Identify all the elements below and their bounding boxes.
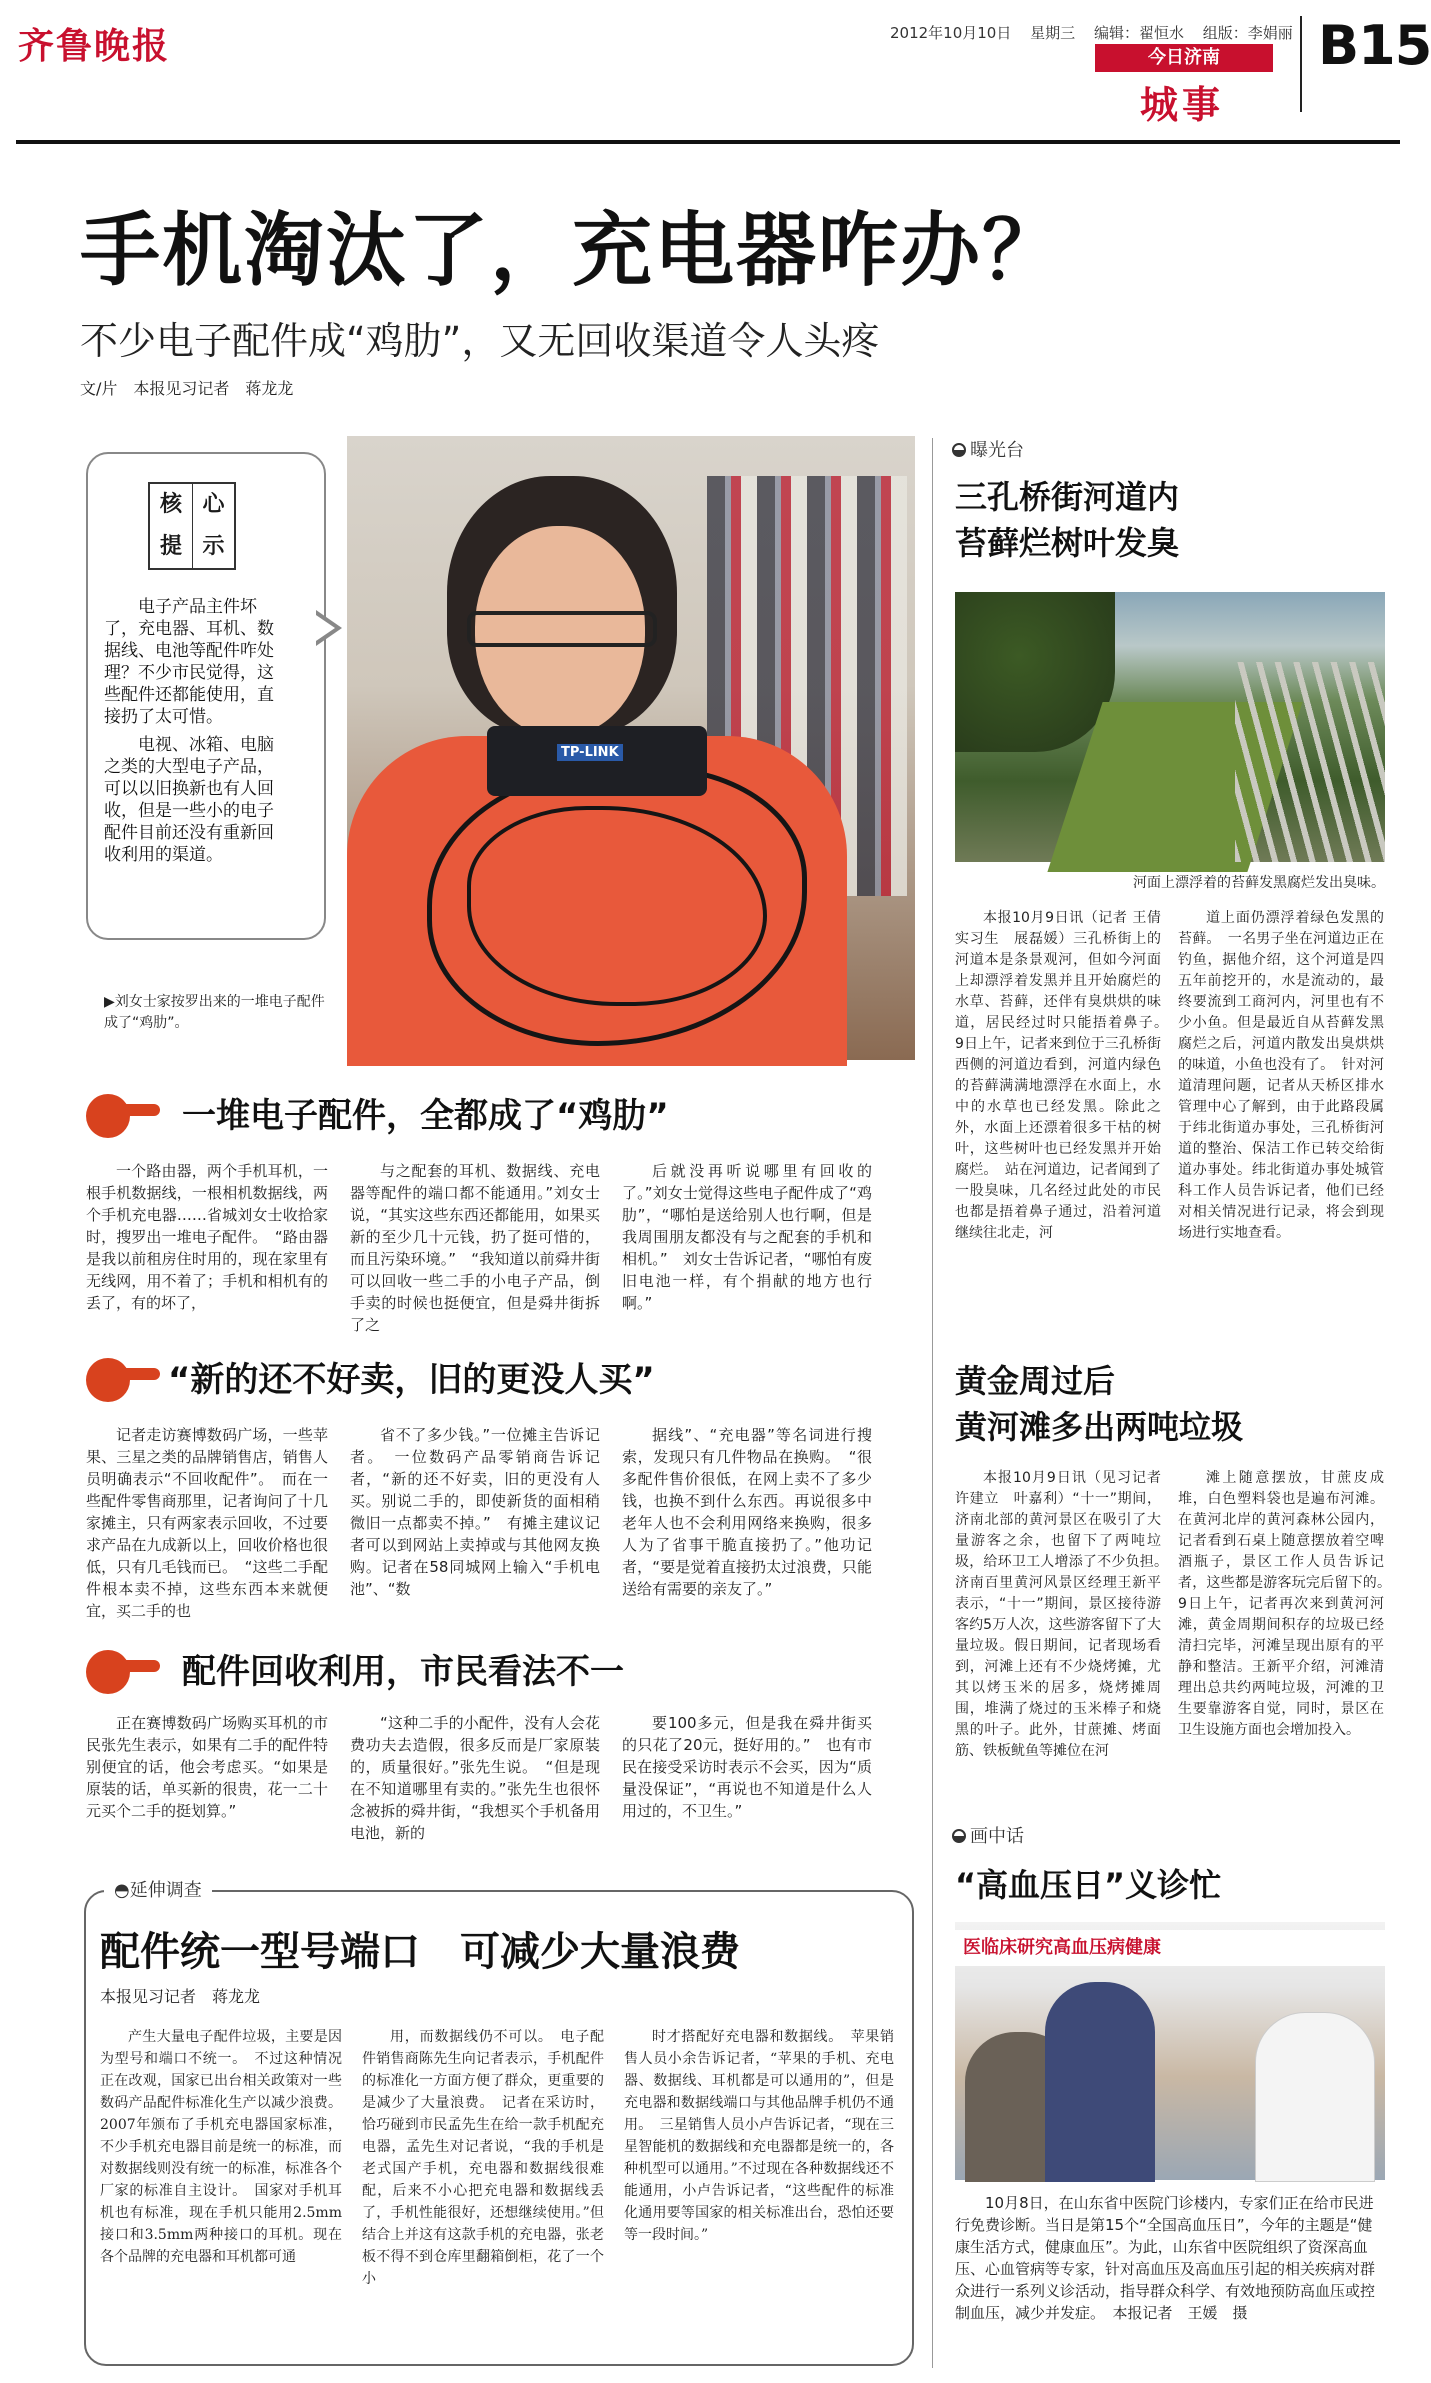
- story1-title: [955, 474, 1179, 566]
- key-points-title: [148, 482, 236, 570]
- clinic-photo: [955, 1922, 1385, 2180]
- extension-col1: [100, 2026, 342, 2268]
- trees-shape: [955, 592, 1115, 752]
- story3-tag: [952, 1822, 1024, 1848]
- masthead-divider: [1300, 16, 1302, 112]
- body-paragraph: 时才搭配好充电器和数据线。 苹果销售人员小余告诉记者，“苹果的手机、充电器、数据线、耳机都是可以通用的”，但是充电器和数据线端口与其他品牌手机仍不通用。 三星销售人员小卢告诉记者，“现在三星智能机的数据线和充电器都是统一的，各种机型可以通用。”不过现在各种数据线还不能通用，小卢告诉记者，“这些配件的标准化通用要等国家的相关标准出台，恐怕还要等一段时间。”: [624, 2029, 894, 2243]
- body-paragraph: 滩上随意摆放，甘蔗皮成堆，白色塑料袋也是遍布河滩。在黄河北岸的黄河森林公园内，记者看到石桌上随意摆放着空啤酒瓶子，景区工作人员告诉记者，这些都是游客玩完后留下的。 9日上午，记者再次来到黄河河滩，黄金周期间积存的垃圾已经清扫完毕，河滩呈现出原有的平静和整洁。王新平介绍，河滩清理出总共约两吨垃圾，河滩的卫生要靠游客自觉，同时，景区在卫生设施方面也会增加投入。: [1178, 1470, 1398, 1738]
- issue-editor: 编辑：翟恒水: [1093, 24, 1184, 42]
- pointing-hand-icon: [86, 1354, 158, 1400]
- page-number: B15: [1318, 14, 1431, 77]
- issue-weekday: 星期三: [1030, 24, 1076, 42]
- globe-icon: ◓: [114, 1880, 130, 1901]
- story1-title-line: 三孔桥街河道内: [955, 478, 1180, 516]
- issue-date: 2012年10月10日: [890, 24, 1012, 42]
- body-paragraph: “这种二手的小配件，没有人会花费功夫去造假，很多反而是厂家原装的，质量很好。”张先生说。 “但是现在不知道哪里有卖的。”张先生也很怀念被拆的舜井街，“我想买个手机备用电池，新的: [350, 1714, 600, 1842]
- top-rule: [16, 140, 1400, 144]
- globe-icon: [952, 1829, 966, 1843]
- section1-col2: [350, 1160, 600, 1336]
- callout-pointer-inner: [313, 613, 335, 643]
- section-name: 城事: [1140, 83, 1225, 127]
- body-paragraph: 道上面仍漂浮着绿色发黑的苔藓。 一名男子坐在河道边正在钓鱼，据他介绍，这个河道是四五年前挖开的，水是流动的，最终要流到工商河内，河里也有不少小鱼。但是最近自从苔藓发黑腐烂之后，河道内散发出臭烘烘的味道，小鱼也没有了。 针对河道清理问题，记者从天桥区排水管理中心了解到，由于此路段属于纬北街道办事处，三孔桥街河道的整治、保洁工作已转交给街道办事处。纬北街道办事处城管科工作人员告诉记者，他们已经对相关情况进行记录，将会到现场进行实地查看。: [1178, 910, 1384, 1241]
- key-points-text: [104, 596, 284, 872]
- newspaper-logo: 齐鲁晚报: [18, 25, 171, 67]
- main-headline: 手机淘汰了，充电器咋办？: [80, 204, 1064, 297]
- story2-title-line: 黄金周过后: [955, 1362, 1116, 1400]
- body-paragraph: 省不了多少钱。”一位摊主告诉记者。 一位数码产品零销商告诉记者，“新的还不好卖，旧的更没有人买。别说二手的，即使新货的面相稍微旧一点都卖不掉。” 有摊主建议记者可以到网站上卖掉或与其他网友换购。记者在58同城网上输入“手机电池”、“数: [350, 1426, 600, 1598]
- body-paragraph: 记者走访赛博数码广场，一些苹果、三星之类的品牌销售店，销售人员明确表示“不回收配件”。 而在一些配件零售商那里，记者询问了十几家摊主，只有两家表示回收，不过要求产品在九成新以上，回收价格也很低，只有几毛钱而已。 “这些二手配件根本卖不掉，这些东西本来就便宜，买二手的也: [86, 1426, 328, 1620]
- router-label: TP-LINK: [557, 744, 623, 761]
- byline: 文/片 本报见习记者 蒋龙龙: [80, 379, 294, 398]
- body-paragraph: 用，而数据线仍不可以。 电子配件销售商陈先生向记者表示，手机配件的标准化一方面方便了群众，更重要的是减少了大量浪费。 记者在采访时，恰巧碰到市民孟先生在给一款手机配充电器，孟先生对记者说，“我的手机是老式国产手机，充电器和数据线很难配，后来不小心把充电器和数据线丢了，手机性能很好，还想继续使用。”但结合上并这有这款手机的充电器，张老板不得不到仓库里翻箱倒柜，花了一个小: [362, 2029, 604, 2287]
- section3-col1: [86, 1712, 328, 1822]
- river-photo: [955, 592, 1385, 862]
- extension-tag-label: 延伸调查: [129, 1880, 202, 1901]
- railing-shape: [1235, 662, 1385, 862]
- doctor-shape: [1255, 2012, 1375, 2182]
- clinic-photo-caption: 10月8日，在山东省中医院门诊楼内，专家们正在给市民进行免费诊断。当日是第15个“全国高血压日”，今年的主题是“健康生活方式，健康血压”。为此，山东省中医院组织了资深高血压、心血管病等专家，针对高血压及高血压引起的相关疾病对群众进行一系列义诊活动，指导群众科学、有效地预防高血压或控制血压，减少并发症。 本报记者 王媛 摄: [955, 2194, 1376, 2322]
- body-paragraph: 本报10月9日讯（记者 王倩 实习生 展磊媛）三孔桥街上的河道本是条景观河，但如今河面上却漂浮着发黑并且开始腐烂的水草、苔藓，还伴有臭烘烘的味道，居民经过时只能捂着鼻子。 9日上午，记者来到位于三孔桥街西侧的河道边看到，河道内绿色的苔藓满满地漂浮在水面上，水中的水草也已经发黑。除此之外，水面上还漂着很多干枯的树叶，这些树叶也已经发黑并开始腐烂。 站在河道边，记者闻到了一股臭味，几名经过此处的市民也都是捂着鼻子通过，沿着河道继续往北走，河: [955, 910, 1175, 1241]
- issue-info: [890, 22, 1307, 43]
- patient-shape: [1045, 1982, 1155, 2182]
- extension-col2: [362, 2026, 604, 2290]
- body-paragraph: 产生大量电子配件垃圾，主要是因为型号和端口不统一。 不过这种情况正在改观，国家已出台相关政策对一些数码产品配件标准化生产以减少浪费。2007年颁布了手机充电器国家标准，不少手机充电器目前是统一的标准，而对数据线则没有统一的标准，标准各个厂家的标准自主设计。 国家对手机耳机也有标准，现在手机只能用2.5mm接口和3.5mm两种接口的耳机。现在各个品牌的充电器和耳机都可通: [100, 2029, 342, 2265]
- section3-title: 配件回收利用，市民看法不一: [182, 1652, 624, 1692]
- router-shape: [487, 726, 707, 796]
- column-divider: [932, 438, 933, 2368]
- section3-col2: [350, 1712, 600, 1844]
- section1-col3: [622, 1160, 872, 1314]
- issue-layout: 组版：李娟丽: [1202, 24, 1293, 42]
- story2-title-line: 黄河滩多出两吨垃圾: [955, 1408, 1244, 1446]
- key-points-char: 心: [192, 484, 234, 526]
- section2-col2: [350, 1424, 600, 1600]
- river-photo-caption: 河面上漂浮着的苔藓发黑腐烂发出臭味。: [1133, 875, 1385, 891]
- section2-col3: [622, 1424, 872, 1600]
- story1-col2: [1178, 908, 1384, 1244]
- story1-col1: [955, 908, 1175, 1244]
- section1-title: 一堆电子配件，全都成了“鸡肋”: [182, 1096, 669, 1136]
- story2-col1: [955, 1468, 1175, 1762]
- body-paragraph: 本报10月9日讯（见习记者 许建立 叶嘉利）“十一”期间，济南北部的黄河景区在吸引了大量游客之余，也留下了两吨垃圾，给环卫工人增添了不少负担。 济南百里黄河风景区经理王新平表示，“十一”期间，景区接待游客约5万人次，这些游客留下了大量垃圾。假日期间，记者现场看到，河滩上还有不少烧烤摊，尤其以烤玉米的居多，烧烤摊周围，堆满了烧过的玉米棒子和烧黑的叶子。此外，甘蔗摊、烤面筋、铁板鱿鱼等摊位在河: [955, 1470, 1175, 1759]
- body-paragraph: 一个路由器，两个手机耳机，一根手机数据线，一根相机数据线，两个手机充电器……省城刘女士收拾家时，搜罗出一堆电子配件。 “路由器是我以前租房住时用的，现在家里有无线网，用不着了；手机和相机有的丢了，有的坏了，: [86, 1162, 328, 1312]
- sub-headline: 不少电子配件成“鸡肋”，又无回收渠道令人头疼: [80, 319, 880, 363]
- extension-byline: 本报见习记者 蒋龙龙: [100, 1987, 261, 2006]
- extension-tag: [104, 1876, 212, 1902]
- story2-title: [955, 1358, 1243, 1450]
- section-tag: 今日济南: [1095, 44, 1273, 72]
- section2-col1: [86, 1424, 328, 1622]
- story1-tag-label: 曝光台: [970, 440, 1024, 461]
- key-points-char: 提: [159, 534, 182, 559]
- globe-icon: [952, 443, 966, 457]
- story3-title: “高血压日”义诊忙: [955, 1866, 1222, 1904]
- body-paragraph: 正在赛博数码广场购买耳机的市民张先生表示，如果有二手的配件特别便宜的话，他会考虑买。“如果是原装的话，单买新的很贵，花一二十元买个二手的挺划算。”: [86, 1714, 328, 1820]
- clinic-banner: 医临床研究高血压病健康: [955, 1930, 1385, 1966]
- story3-tag-label: 画中话: [970, 1826, 1024, 1847]
- key-points-para: 电子产品主件坏了，充电器、耳机、数据线、电池等配件咋处理？不少市民觉得，这些配件还都能使用，直接扔了太可惜。: [104, 597, 274, 727]
- key-points-para: 电视、冰箱、电脑之类的大型电子产品，可以以旧换新也有人回收，但是一些小的电子配件目前还没有重新回收利用的渠道。: [104, 735, 274, 865]
- section1-col1: [86, 1160, 328, 1314]
- key-points-char: 核: [159, 492, 182, 517]
- main-photo: [347, 436, 915, 1060]
- main-photo-caption: ▶刘女士家按罗出来的一堆电子配件成了“鸡肋”。: [104, 994, 325, 1031]
- body-paragraph: 要100多元，但是我在舜井街买的只花了20元，挺好用的。” 也有市民在接受采访时表示不会买，因为“质量没保证”，“再说也不知道是什么人用过的，不卫生。”: [622, 1714, 872, 1820]
- story2-col2: [1178, 1468, 1398, 1741]
- section3-col3: [622, 1712, 872, 1822]
- key-points-char: 示: [192, 526, 234, 568]
- body-paragraph: 与之配套的耳机、数据线、充电器等配件的端口都不能通用。”刘女士说，“其实这些东西还都能用，如果买新的至少几十元钱，扔了挺可惜的，而且污染环境。” “我知道以前舜井街可以回收一些二手的小电子产品，倒手卖的时候也挺便宜，但是舜井街拆了之: [350, 1162, 600, 1334]
- glasses-shape: [467, 611, 657, 647]
- story1-title-line: 苔藓烂树叶发臭: [955, 524, 1180, 562]
- body-paragraph: 后就没再听说哪里有回收的了。”刘女士觉得这些电子配件成了“鸡肋”，“哪怕是送给别人也行啊，但是我周围朋友都没有与之配套的手机和相机。” 刘女士告诉记者，“哪怕有废旧电池一样，有个捐献的地方也行啊。”: [622, 1162, 872, 1312]
- extension-title: 配件统一型号端口 可减少大量浪费: [100, 1929, 740, 1975]
- section2-title: “新的还不好卖，旧的更没人买”: [168, 1360, 655, 1400]
- pointing-hand-icon: [86, 1646, 158, 1692]
- extension-col3: [624, 2026, 894, 2246]
- story1-tag: [952, 436, 1024, 462]
- pointing-hand-icon: [86, 1090, 158, 1136]
- body-paragraph: 据线”、“充电器”等名词进行搜索，发现只有几件物品在换购。 “很多配件售价很低，在网上卖不了多少钱，也换不到什么东西。再说很多中老年人也不会利用网络来换购，很多人为了省事干脆直接扔了。”他功记者，“要是觉着直接扔太过浪费，只能送给有需要的亲友了。”: [622, 1426, 872, 1598]
